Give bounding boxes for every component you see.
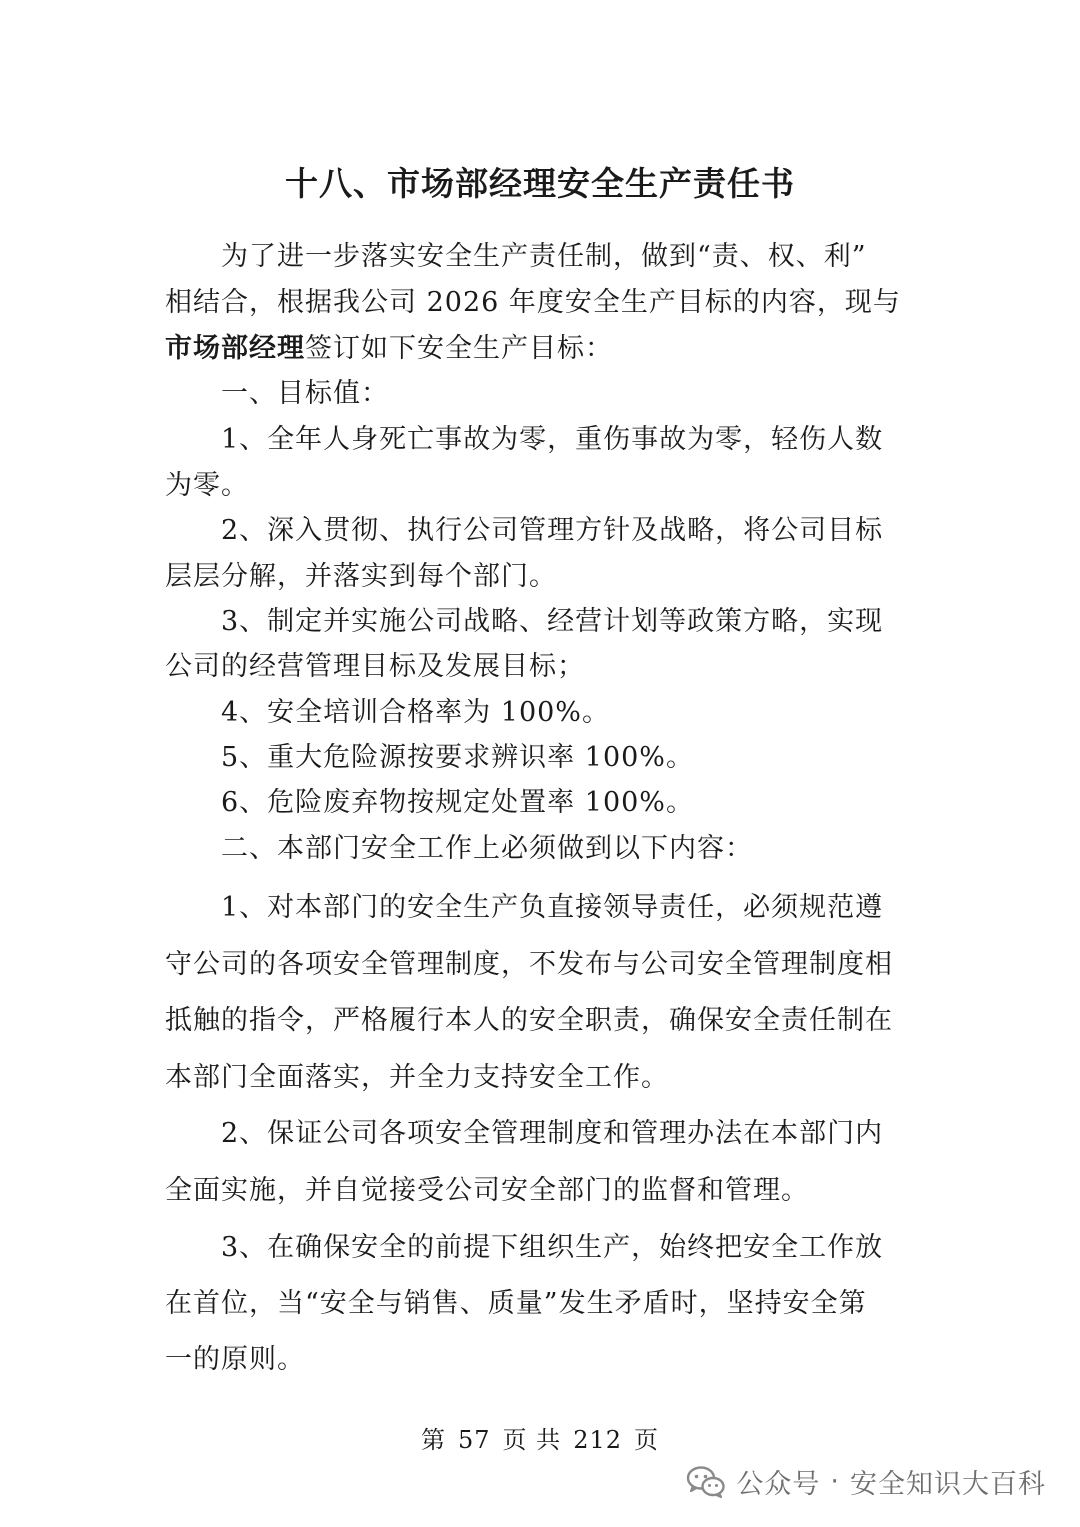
page-number: 第 57 页 共 212 页 [421, 1426, 659, 1454]
paragraph-line: 为零。 [165, 470, 249, 501]
paragraph-line [165, 329, 925, 369]
paragraph-line: 本部门全面落实，并全力支持安全工作。 [165, 1062, 669, 1093]
watermark-label: 公众号 [736, 1469, 821, 1500]
paragraph-line: 公司的经营管理目标及发展目标； [165, 651, 585, 682]
section-heading: 一、目标值： [221, 378, 389, 409]
paragraph-line: 在首位，当“安全与销售、质量”发生矛盾时，坚持安全第 [165, 1288, 867, 1319]
section-heading: 二、本部门安全工作上必须做到以下内容： [221, 833, 753, 864]
paragraph-line: 3、在确保安全的前提下组织生产，始终把安全工作放 [221, 1232, 884, 1263]
paragraph-line: 1、全年人身死亡事故为零，重伤事故为零，轻伤人数 [221, 424, 884, 455]
paragraph-line: 相结合，根据我公司 2026 年度安全生产目标的内容，现与 [165, 287, 901, 318]
paragraph-line: 5、重大危险源按要求辨识率 100%。 [221, 742, 694, 773]
wechat-icon [686, 1465, 726, 1499]
watermark-account: 安全知识大百科 [850, 1469, 1046, 1500]
paragraph-line: 4、安全培训合格率为 100%。 [221, 697, 610, 728]
paragraph-line: 抵触的指令，严格履行本人的安全职责，确保安全责任制在 [165, 1005, 893, 1036]
paragraph-line: 层层分解，并落实到每个部门。 [165, 561, 557, 592]
paragraph-line: 守公司的各项安全管理制度，不发布与公司安全管理制度相 [165, 949, 893, 980]
paragraph-line: 6、危险废弃物按规定处置率 100%。 [221, 787, 694, 818]
party-name: 市场部经理 [165, 333, 305, 364]
paragraph-line: 全面实施，并自觉接受公司安全部门的监督和管理。 [165, 1175, 809, 1206]
paragraph-line: 1、对本部门的安全生产负直接领导责任，必须规范遵 [221, 892, 884, 923]
paragraph-line: 一的原则。 [165, 1344, 305, 1375]
paragraph-text: 签订如下安全生产目标： [305, 333, 613, 364]
paragraph-line: 为了进一步落实安全生产责任制，做到“责、权、利” [221, 241, 867, 272]
paragraph-line: 2、保证公司各项安全管理制度和管理办法在本部门内 [221, 1118, 884, 1149]
paragraph-line: 2、深入贯彻、执行公司管理方针及战略，将公司目标 [221, 515, 884, 546]
watermark-separator: · [830, 1466, 840, 1497]
paragraph-line: 3、制定并实施公司战略、经营计划等政策方略，实现 [221, 606, 884, 637]
document-title: 十八、市场部经理安全生产责任书 [285, 164, 795, 203]
wechat-watermark [686, 1462, 1046, 1501]
